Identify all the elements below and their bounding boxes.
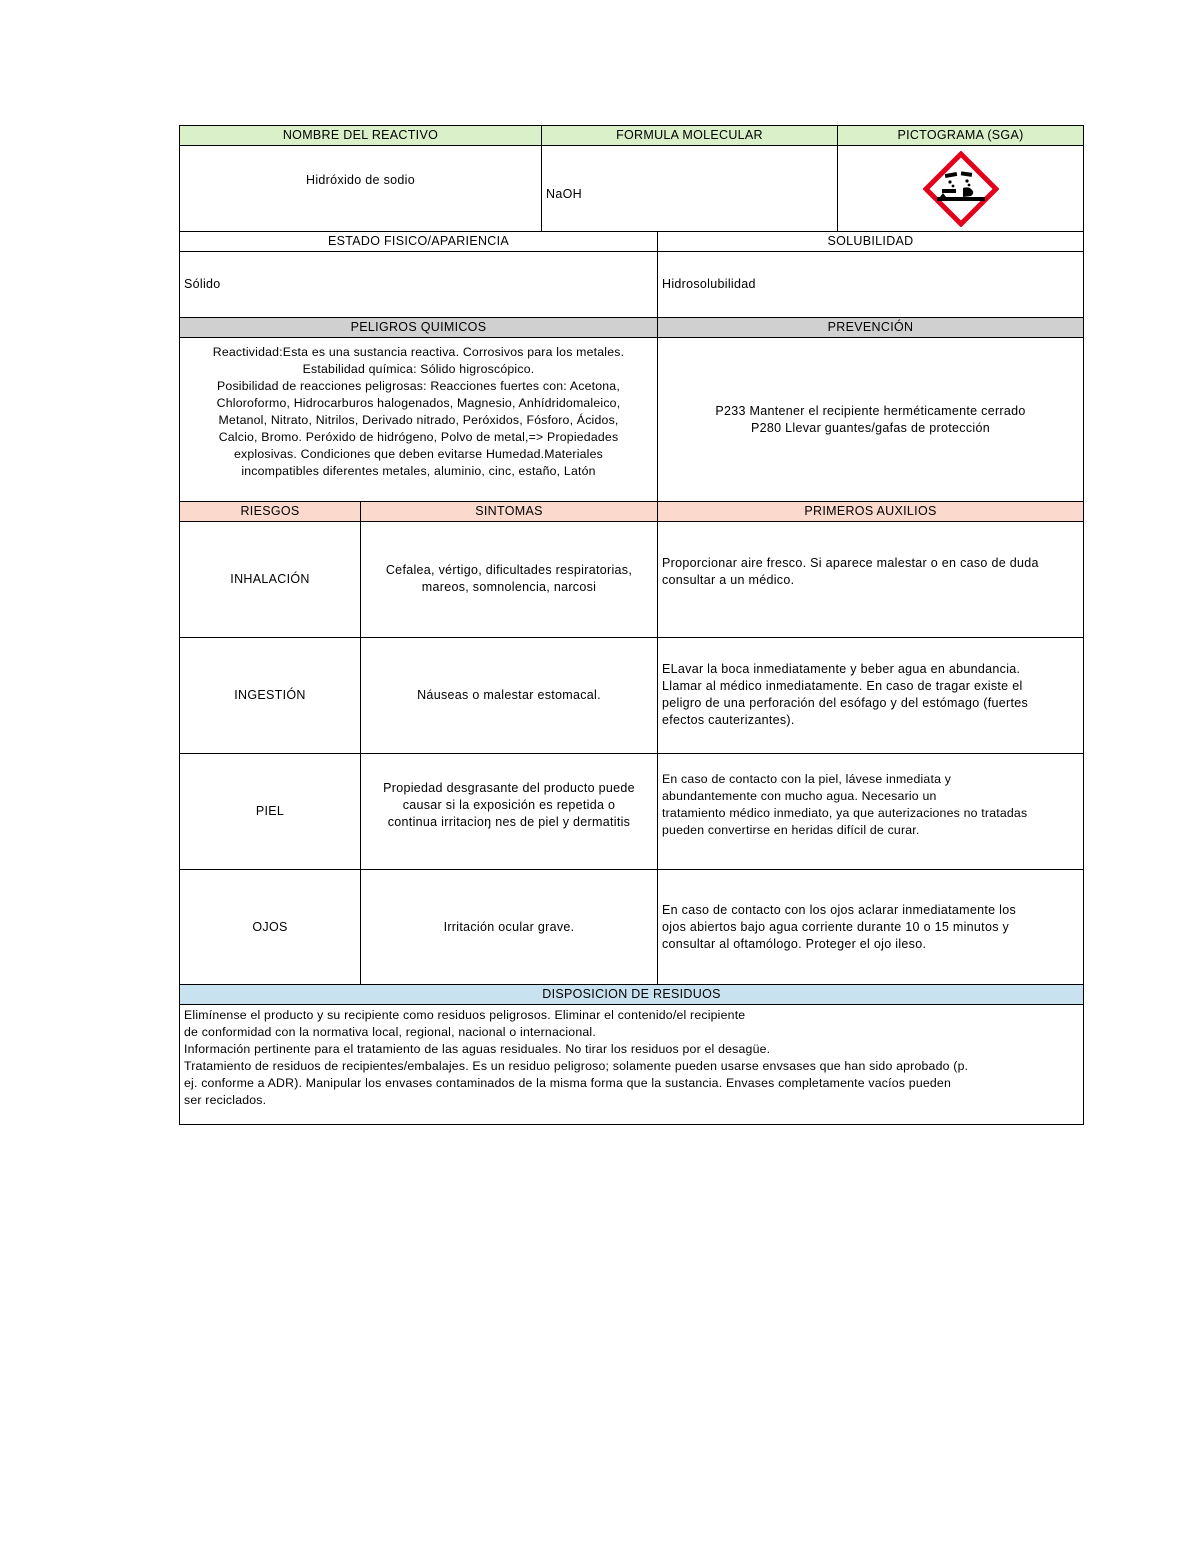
header-solubility: SOLUBILIDAD — [658, 231, 1084, 251]
symptoms-inhalation: Cefalea, vértigo, dificultades respiratorias, mareos, somnolencia, narcosi — [361, 521, 658, 637]
table-row — [180, 869, 1084, 985]
solubility: Hidrosolubilidad — [658, 251, 1084, 318]
first-aid-eyes: En caso de contacto con los ojos aclarar inmediatamente los ojos abiertos bajo agua corriente durante 10 o 15 minutos y consultar al oftamólogo. Proteger el ojo ileso. — [658, 869, 1084, 985]
header-molecular-formula: FORMULA MOLECULAR — [542, 126, 838, 146]
header-waste-disposal: DISPOSICION DE RESIDUOS — [180, 985, 1084, 1005]
table-row — [180, 637, 1084, 753]
symptoms-eyes: Irritación ocular grave. — [361, 869, 658, 985]
chemical-hazards-text: Reactividad:Esta es una sustancia reactiva. Corrosivos para los metales. Estabilidad química: Sólido higroscópico. Posibilidad de reacciones peligrosas: Reacciones fuertes con: Acetona, Chloroformo, Hidrocarburos halogenados, Magnesio, Anhídridomaleico, Metanol, Nitrato, Nitrilos, Derivado nitrado, Peróxidos, Fósforo, Ácidos, Calcio, Bromo. Peróxido de hidrógeno, Polvo de metal,=> Propiedades explosivas. Condiciones que deben evitarse Humedad.Materiales incompatibles diferentes metales, aluminio, cinc, estaño, Latón — [180, 338, 658, 502]
prevention-text: P233 Mantener el recipiente herméticamente cerrado P280 Llevar guantes/gafas de protección — [658, 338, 1084, 502]
first-aid-inhalation: Proporcionar aire fresco. Si aparece malestar o en caso de duda consultar a un médico. — [658, 521, 1084, 637]
table-row — [180, 753, 1084, 869]
physical-state: Sólido — [180, 251, 658, 318]
symptoms-ingestion: Náuseas o malestar estomacal. — [361, 637, 658, 753]
symptoms-skin: Propiedad desgrasante del producto puede causar si la exposición es repetida o continua irritacioŋ nes de piel y dermatitis — [361, 753, 658, 869]
header-prevention: PREVENCIÓN — [658, 318, 1084, 338]
header-physical-state: ESTADO FISICO/APARIENCIA — [180, 231, 658, 251]
reagent-name: Hidróxido de sodio — [180, 146, 542, 232]
header-first-aid: PRIMEROS AUXILIOS — [658, 501, 1084, 521]
header-risks: RIESGOS — [180, 501, 361, 521]
corrosive-ghs-icon — [923, 151, 999, 227]
waste-disposal-table — [179, 984, 1084, 1125]
first-aid-table — [179, 501, 1084, 986]
header-chemical-hazards: PELIGROS QUIMICOS — [180, 318, 658, 338]
header-reagent-name: NOMBRE DEL REACTIVO — [180, 126, 542, 146]
risk-eyes: OJOS — [180, 869, 361, 985]
table-row — [180, 521, 1084, 637]
risk-skin: PIEL — [180, 753, 361, 869]
first-aid-skin: En caso de contacto con la piel, lávese inmediata y abundantemente con mucho agua. Necesario un tratamiento médico inmediato, ya que auterizaciones no tratadas pueden convertirse en heridas difícil de curar. — [658, 753, 1084, 869]
header-pictogram: PICTOGRAMA (SGA) — [838, 126, 1084, 146]
properties-table — [179, 231, 1084, 319]
risk-ingestion: INGESTIÓN — [180, 637, 361, 753]
first-aid-ingestion: ELavar la boca inmediatamente y beber agua en abundancia. Llamar al médico inmediatamente. En caso de tragar existe el peligro de una perforación del esófago y del estómago (fuertes efectos cauterizantes). — [658, 637, 1084, 753]
safety-data-sheet — [179, 125, 1083, 1125]
risk-inhalation: INHALACIÓN — [180, 521, 361, 637]
waste-disposal-text: Elimínense el producto y su recipiente como residuos peligrosos. Eliminar el contenido/el recipiente de conformidad con la normativa local, regional, nacional o internacional. Información pertinente para el tratamiento de las aguas residuales. No tirar los residuos por el desagüe. Tratamiento de residuos de recipientes/embalajes. Es un residuo peligroso; solamente pueden usarse envsases que han sido aprobado (p. ej. conforme a ADR). Manipular los envases contaminados de la misma forma que la sustancia. Envases completamente vacíos pueden ser reciclados. — [180, 1005, 1084, 1125]
identification-table — [179, 125, 1084, 232]
molecular-formula: NaOH — [542, 146, 838, 232]
header-symptoms: SINTOMAS — [361, 501, 658, 521]
pictogram-cell — [838, 146, 1084, 232]
hazards-table — [179, 317, 1084, 502]
